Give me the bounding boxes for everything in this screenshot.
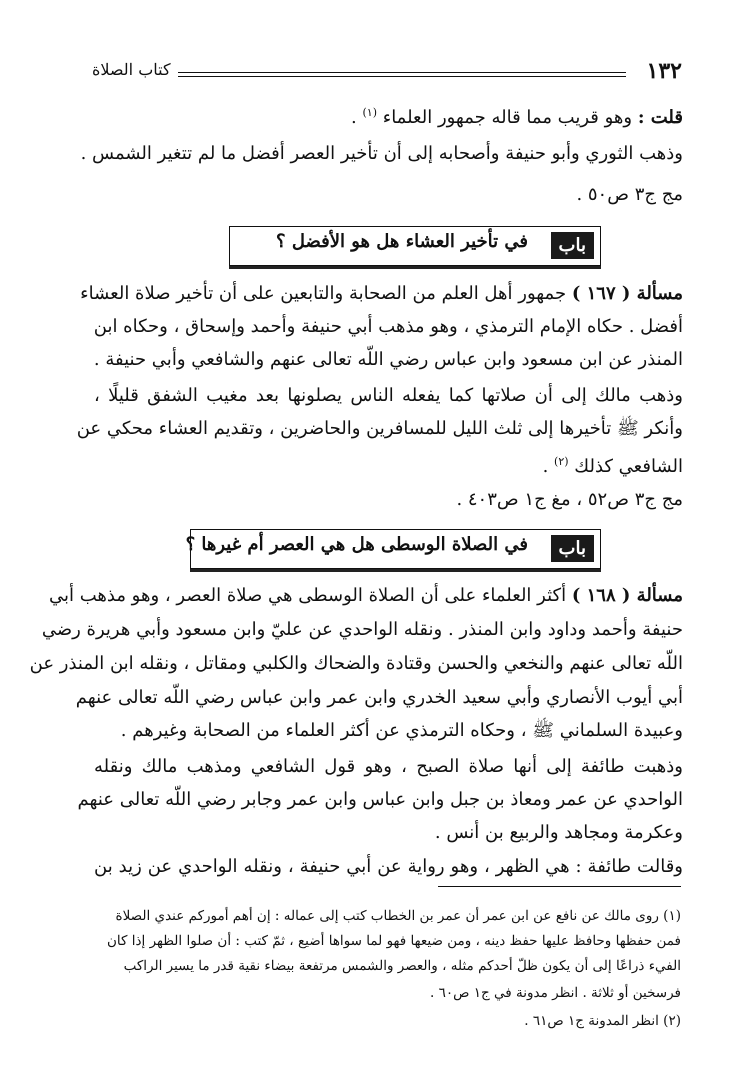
body-line: أبي أيوب الأنصاري وأبي سعيد الخدري وابن عمر وابن عباس رضي اللّه تعالى عنهم: [75, 687, 683, 708]
body-line: أفضل . حكاه الإمام الترمذي ، وهو مذهب أبي حنيفة وأحمد وإسحاق ، وحكاه ابن: [93, 316, 683, 337]
footnote-1: (١) روى مالك عن نافع عن ابن عمر أن عمر بن الخطاب كتب إلى عماله : إن أهم أموركم عندي الصلاة: [115, 908, 681, 924]
header-rule-top: [178, 72, 626, 73]
issue-168: مسألة ( ١٦٨ ) أكثر العلماء على أن الصلاة الوسطى هي صلاة العصر ، وهو مذهب أبي: [48, 585, 683, 606]
chapter-heading: [229, 226, 601, 266]
chapter-heading: [185, 529, 601, 569]
body-line: المنذر عن ابن مسعود وابن عباس رضي اللّه تعالى عنهم والشافعي وأبي حنيفة .: [93, 349, 683, 370]
issue-167: مسألة ( ١٦٧ ) جمهور أهل العلم من الصحابة والتابعين على أن تأخير صلاة العشاء: [80, 283, 683, 304]
body-line: وعكرمة ومجاهد والربيع بن أنس .: [434, 822, 683, 843]
footnote-marker: (٢): [554, 455, 569, 468]
header-rule-bottom: [178, 76, 626, 77]
chapter-title: في تأخير العشاء هل هو الأفضل ؟: [276, 231, 528, 252]
issue-label: مسألة ( ١٦٧ ): [571, 283, 683, 304]
body-line: وذهبت طائفة إلى أنها صلاة الصبح ، وهو قول الشافعي ومذهب مالك ونقله: [94, 756, 683, 777]
footnote-separator: [438, 886, 681, 887]
running-title: كتاب الصلاة: [92, 60, 171, 79]
footnote-line: فمن حفظها وحافظ عليها حفظ دينه ، ومن ضيعها فهو لما سواها أضيع ، ثمّ كتب : أن صلوا الظهر إذا كان: [107, 933, 681, 949]
footnote-2: (٢) انظر المدونة ج١ ص٦١ .: [524, 1013, 681, 1029]
body-line: وذهب الثوري وأبو حنيفة وأصحابه إلى أن تأخير العصر أفضل ما لم تتغير الشمس .: [80, 143, 683, 164]
body-line: وعبيدة السلماني ﷺ ، وحكاه الترمذي عن أكثر العلماء من الصحابة وغيرهم .: [120, 720, 683, 741]
footnote-line: فرسخين أو ثلاثة . انظر مدونة في ج١ ص٦٠ .: [430, 985, 681, 1001]
qult-label: قلت :: [637, 107, 683, 128]
chapter-title: في الصلاة الوسطى هل هي العصر أم غيرها ؟: [185, 534, 528, 555]
chapter-tag: باب: [551, 535, 594, 562]
body-line: حنيفة وأحمد وداود وابن المنذر . ونقله الواحدي عن عليّ وابن مسعود وأبي هريرة رضي: [41, 619, 683, 640]
body-line: الشافعي كذلك $^{(٢)}$ .: [542, 455, 683, 477]
body-line: وقالت طائفة : هي الظهر ، وهو رواية عن أبي حنيفة ، ونقله الواحدي عن زيد بن: [94, 856, 683, 877]
page-header: [92, 56, 682, 86]
body-line: قلت : وهو قريب مما قاله جمهور العلماء $^{(١)}$ .: [351, 106, 683, 128]
reference-line: مج ج٣ ص٥٠ .: [576, 184, 683, 205]
page-number: ١٣٢: [646, 58, 682, 84]
issue-label: مسألة ( ١٦٨ ): [571, 585, 683, 606]
footnote-marker: (١): [362, 106, 378, 119]
body-line: الواحدي عن عمر ومعاذ بن جبل وابن عباس وابن عمر وجابر رضي اللّه تعالى عنهم: [77, 789, 683, 810]
body-line: وذهب مالك إلى أن صلاتها كما يفعله الناس يصلونها بعد مغيب الشفق قليلًا ،: [94, 385, 683, 406]
reference-line: مج ج٣ ص٥٢ ، مغ ج١ ص٤٠٣ .: [456, 489, 683, 510]
footnote-line: الفيء ذراعًا إلى أن يكون ظلّ أحدكم مثله ، والعصر والشمس مرتفعة بيضاء نقية قدر ما يسير الراكب: [123, 958, 681, 974]
body-line: وأنكر ﷺ تأخيرها إلى ثلث الليل للمسافرين والحاضرين ، وتقديم العشاء محكي عن: [76, 418, 683, 439]
chapter-tag: باب: [551, 232, 594, 259]
body-line: اللّه تعالى عنهم والنخعي والحسن وقتادة والضحاك والكلبي ومقاتل ، ونقله ابن المنذر عن: [29, 653, 683, 674]
